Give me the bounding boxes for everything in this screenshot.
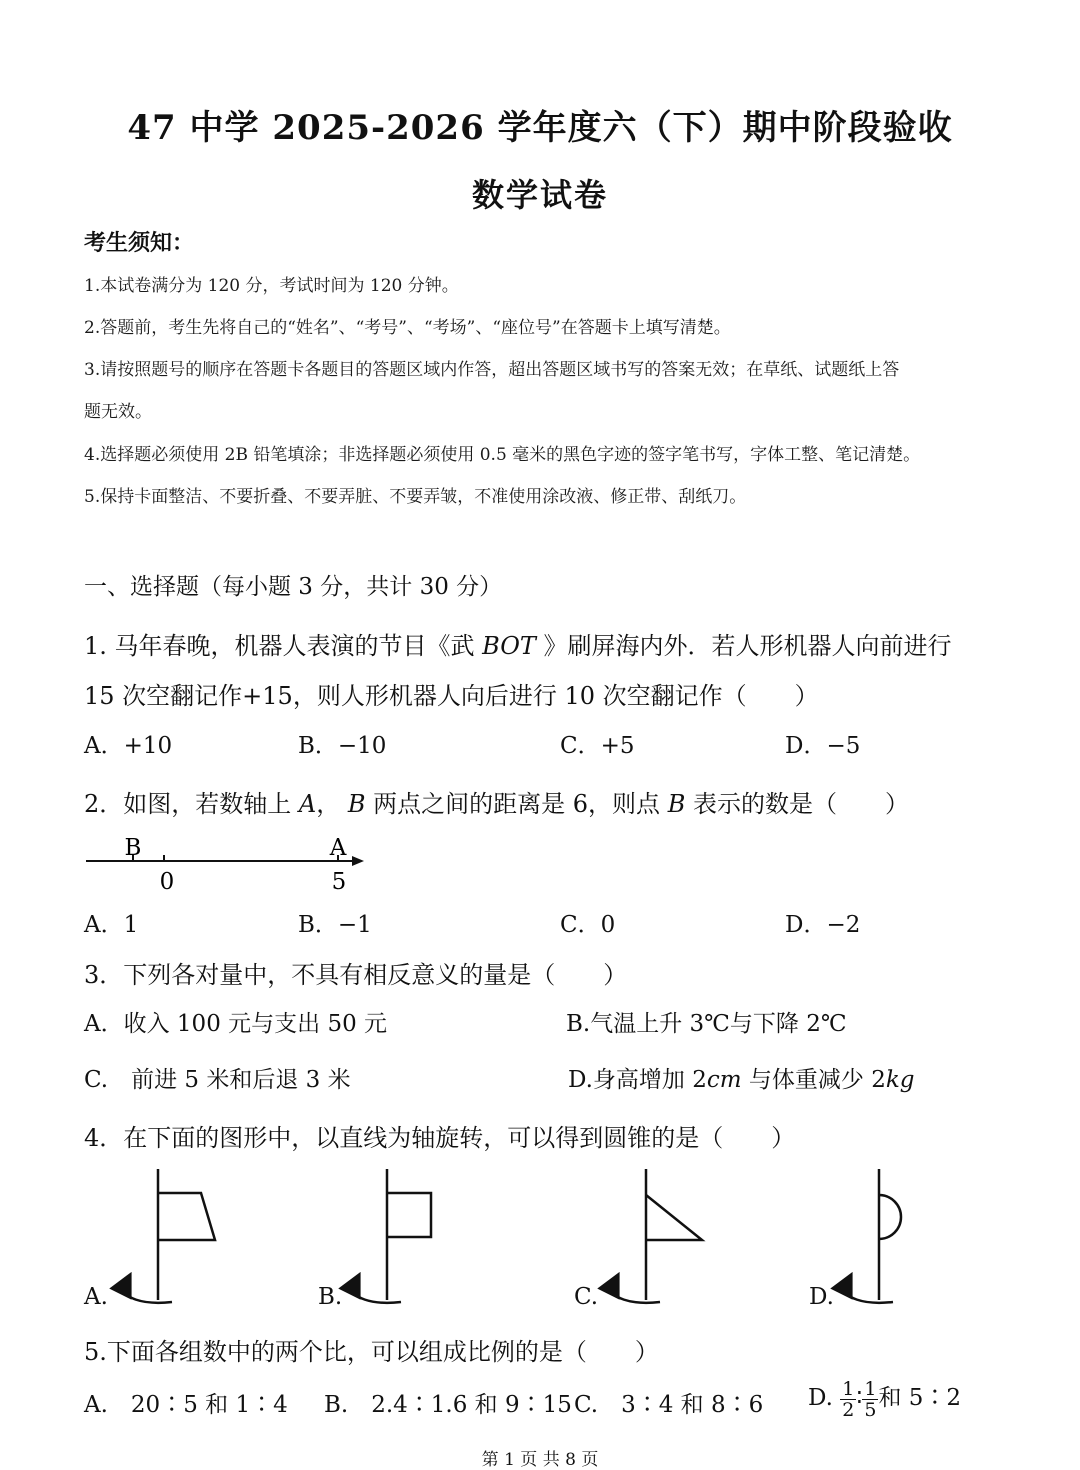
question-1-line-2: 15 次空翻记作+15，则人形机器人向后进行 10 次空翻记作（ ） bbox=[84, 682, 819, 710]
figure-c-triangle bbox=[613, 1169, 702, 1303]
question-4: 4．在下面的图形中，以直线为轴旋转，可以得到圆锥的是（ ） bbox=[84, 1124, 796, 1152]
q4-option-d[interactable]: D. bbox=[809, 1284, 834, 1310]
q3-option-c[interactable]: C. 前进 5 米和后退 3 米 bbox=[84, 1067, 351, 1093]
label-tick-5: 5 bbox=[331, 869, 347, 895]
label-point-a: A bbox=[329, 835, 347, 861]
section-title-choice: 一、选择题（每小题 3 分，共计 30 分） bbox=[84, 574, 503, 600]
q5-option-d[interactable] bbox=[808, 1378, 961, 1420]
q2-text-d: 表示的数是（ ） bbox=[685, 790, 909, 818]
q1-program-name: BOT bbox=[482, 632, 536, 660]
q3-option-d[interactable] bbox=[568, 1061, 915, 1094]
question-2 bbox=[84, 784, 909, 819]
notice-item-1: 1.本试卷满分为 120 分，考试时间为 120 分钟。 bbox=[84, 276, 459, 296]
q1-option-c[interactable]: C．+5 bbox=[560, 733, 635, 759]
q3-option-d-unit-cm: cm bbox=[706, 1067, 742, 1093]
notice-item-3-cont: 题无效。 bbox=[84, 402, 152, 422]
label-tick-0: 0 bbox=[159, 869, 175, 895]
q2-option-b[interactable]: B．−1 bbox=[298, 912, 372, 938]
label-point-b: B bbox=[124, 835, 142, 861]
q5-option-d-fraction-2 bbox=[862, 1379, 878, 1420]
notice-item-2: 2.答题前，考生先将自己的“姓名”、“考号”、“考场”、“座位号”在答题卡上填写清楚。 bbox=[84, 318, 731, 338]
exam-subtitle: 数学试卷 bbox=[471, 176, 608, 214]
q5-option-d-rest: 和 5∶2 bbox=[878, 1385, 962, 1411]
fraction-2-denominator: 5 bbox=[864, 1398, 877, 1421]
question-1-line-1 bbox=[84, 626, 952, 661]
notice-item-3: 3.请按照题号的顺序在答题卡各题目的答题区域内作答，超出答题区域书写的答案无效；在草纸、试题纸上答 bbox=[84, 360, 900, 380]
question-5: 5.下面各组数中的两个比，可以组成比例的是（ ） bbox=[84, 1338, 659, 1366]
exam-title: 47 中学 2025-2026 学年度六（下）期中阶段验收 bbox=[127, 108, 953, 148]
q3-option-d-unit-kg: kg bbox=[885, 1067, 915, 1093]
q3-option-d-text-a: D.身高增加 2 bbox=[568, 1067, 707, 1093]
page-footer: 第 1 页 共 8 页 bbox=[481, 1450, 599, 1470]
q4-option-b[interactable]: B. bbox=[318, 1284, 343, 1310]
q1-option-b[interactable]: B．−10 bbox=[298, 733, 387, 759]
number-line-figure bbox=[0, 835, 1080, 895]
notice-item-4: 4.选择题必须使用 2B 铅笔填涂；非选择题必须使用 0.5 毫米的黑色字迹的签字笔书写，字体工整、笔记清楚。 bbox=[84, 445, 921, 465]
q4-option-c[interactable]: C. bbox=[574, 1284, 599, 1310]
q3-option-d-text-b: 与体重减少 2 bbox=[741, 1067, 886, 1093]
q5-option-d-colon: ∶ bbox=[856, 1385, 863, 1411]
q2-text-c: 两点之间的距离是 6，则点 bbox=[365, 790, 668, 818]
q1-text-a: 1. 马年春晚，机器人表演的节目《武 bbox=[84, 632, 483, 660]
q5-option-b[interactable]: B. 2.4∶1.6 和 9∶15 bbox=[324, 1392, 572, 1418]
notice-heading: 考生须知： bbox=[84, 230, 195, 256]
q2-option-a[interactable]: A．1 bbox=[84, 912, 139, 938]
q2-option-d[interactable]: D．−2 bbox=[785, 912, 861, 938]
q2-text-a: 2．如图，若数轴上 bbox=[84, 790, 299, 818]
q1-option-a[interactable]: A．+10 bbox=[84, 733, 173, 759]
q2-var-a: A bbox=[298, 790, 317, 818]
rotation-figures bbox=[0, 1165, 1080, 1315]
fraction-1-denominator: 2 bbox=[842, 1398, 855, 1421]
figure-a-trapezoid bbox=[125, 1169, 215, 1303]
fraction-2-numerator: 1 bbox=[864, 1377, 877, 1400]
q5-option-d-fraction-1 bbox=[840, 1379, 856, 1420]
q2-var-c: B bbox=[667, 790, 686, 818]
q3-option-b[interactable]: B.气温上升 3℃与下降 2℃ bbox=[566, 1011, 847, 1037]
q2-var-b: B bbox=[347, 790, 366, 818]
q1-option-d[interactable]: D．−5 bbox=[785, 733, 861, 759]
question-3: 3．下列各对量中，不具有相反意义的量是（ ） bbox=[84, 961, 628, 989]
q5-option-a[interactable]: A. 20∶5 和 1∶4 bbox=[84, 1392, 288, 1418]
fraction-1-numerator: 1 bbox=[842, 1377, 855, 1400]
figure-d-semicircle bbox=[846, 1169, 901, 1303]
number-line-arrow-icon bbox=[352, 856, 364, 866]
figure-b-square bbox=[354, 1169, 431, 1303]
q3-option-a[interactable]: A．收入 100 元与支出 50 元 bbox=[84, 1011, 388, 1037]
q1-text-c: 》刷屏海内外．若人形机器人向前进行 bbox=[535, 632, 952, 660]
q2-text-b: ， bbox=[316, 790, 348, 818]
notice-item-5: 5.保持卡面整洁、不要折叠、不要弄脏、不要弄皱，不准使用涂改液、修正带、刮纸刀。 bbox=[84, 487, 747, 507]
q5-option-c[interactable]: C. 3∶4 和 8∶6 bbox=[574, 1392, 764, 1418]
q5-option-d-label: D. bbox=[808, 1385, 833, 1411]
q4-option-a[interactable]: A. bbox=[84, 1284, 108, 1310]
q2-option-c[interactable]: C．0 bbox=[560, 912, 616, 938]
